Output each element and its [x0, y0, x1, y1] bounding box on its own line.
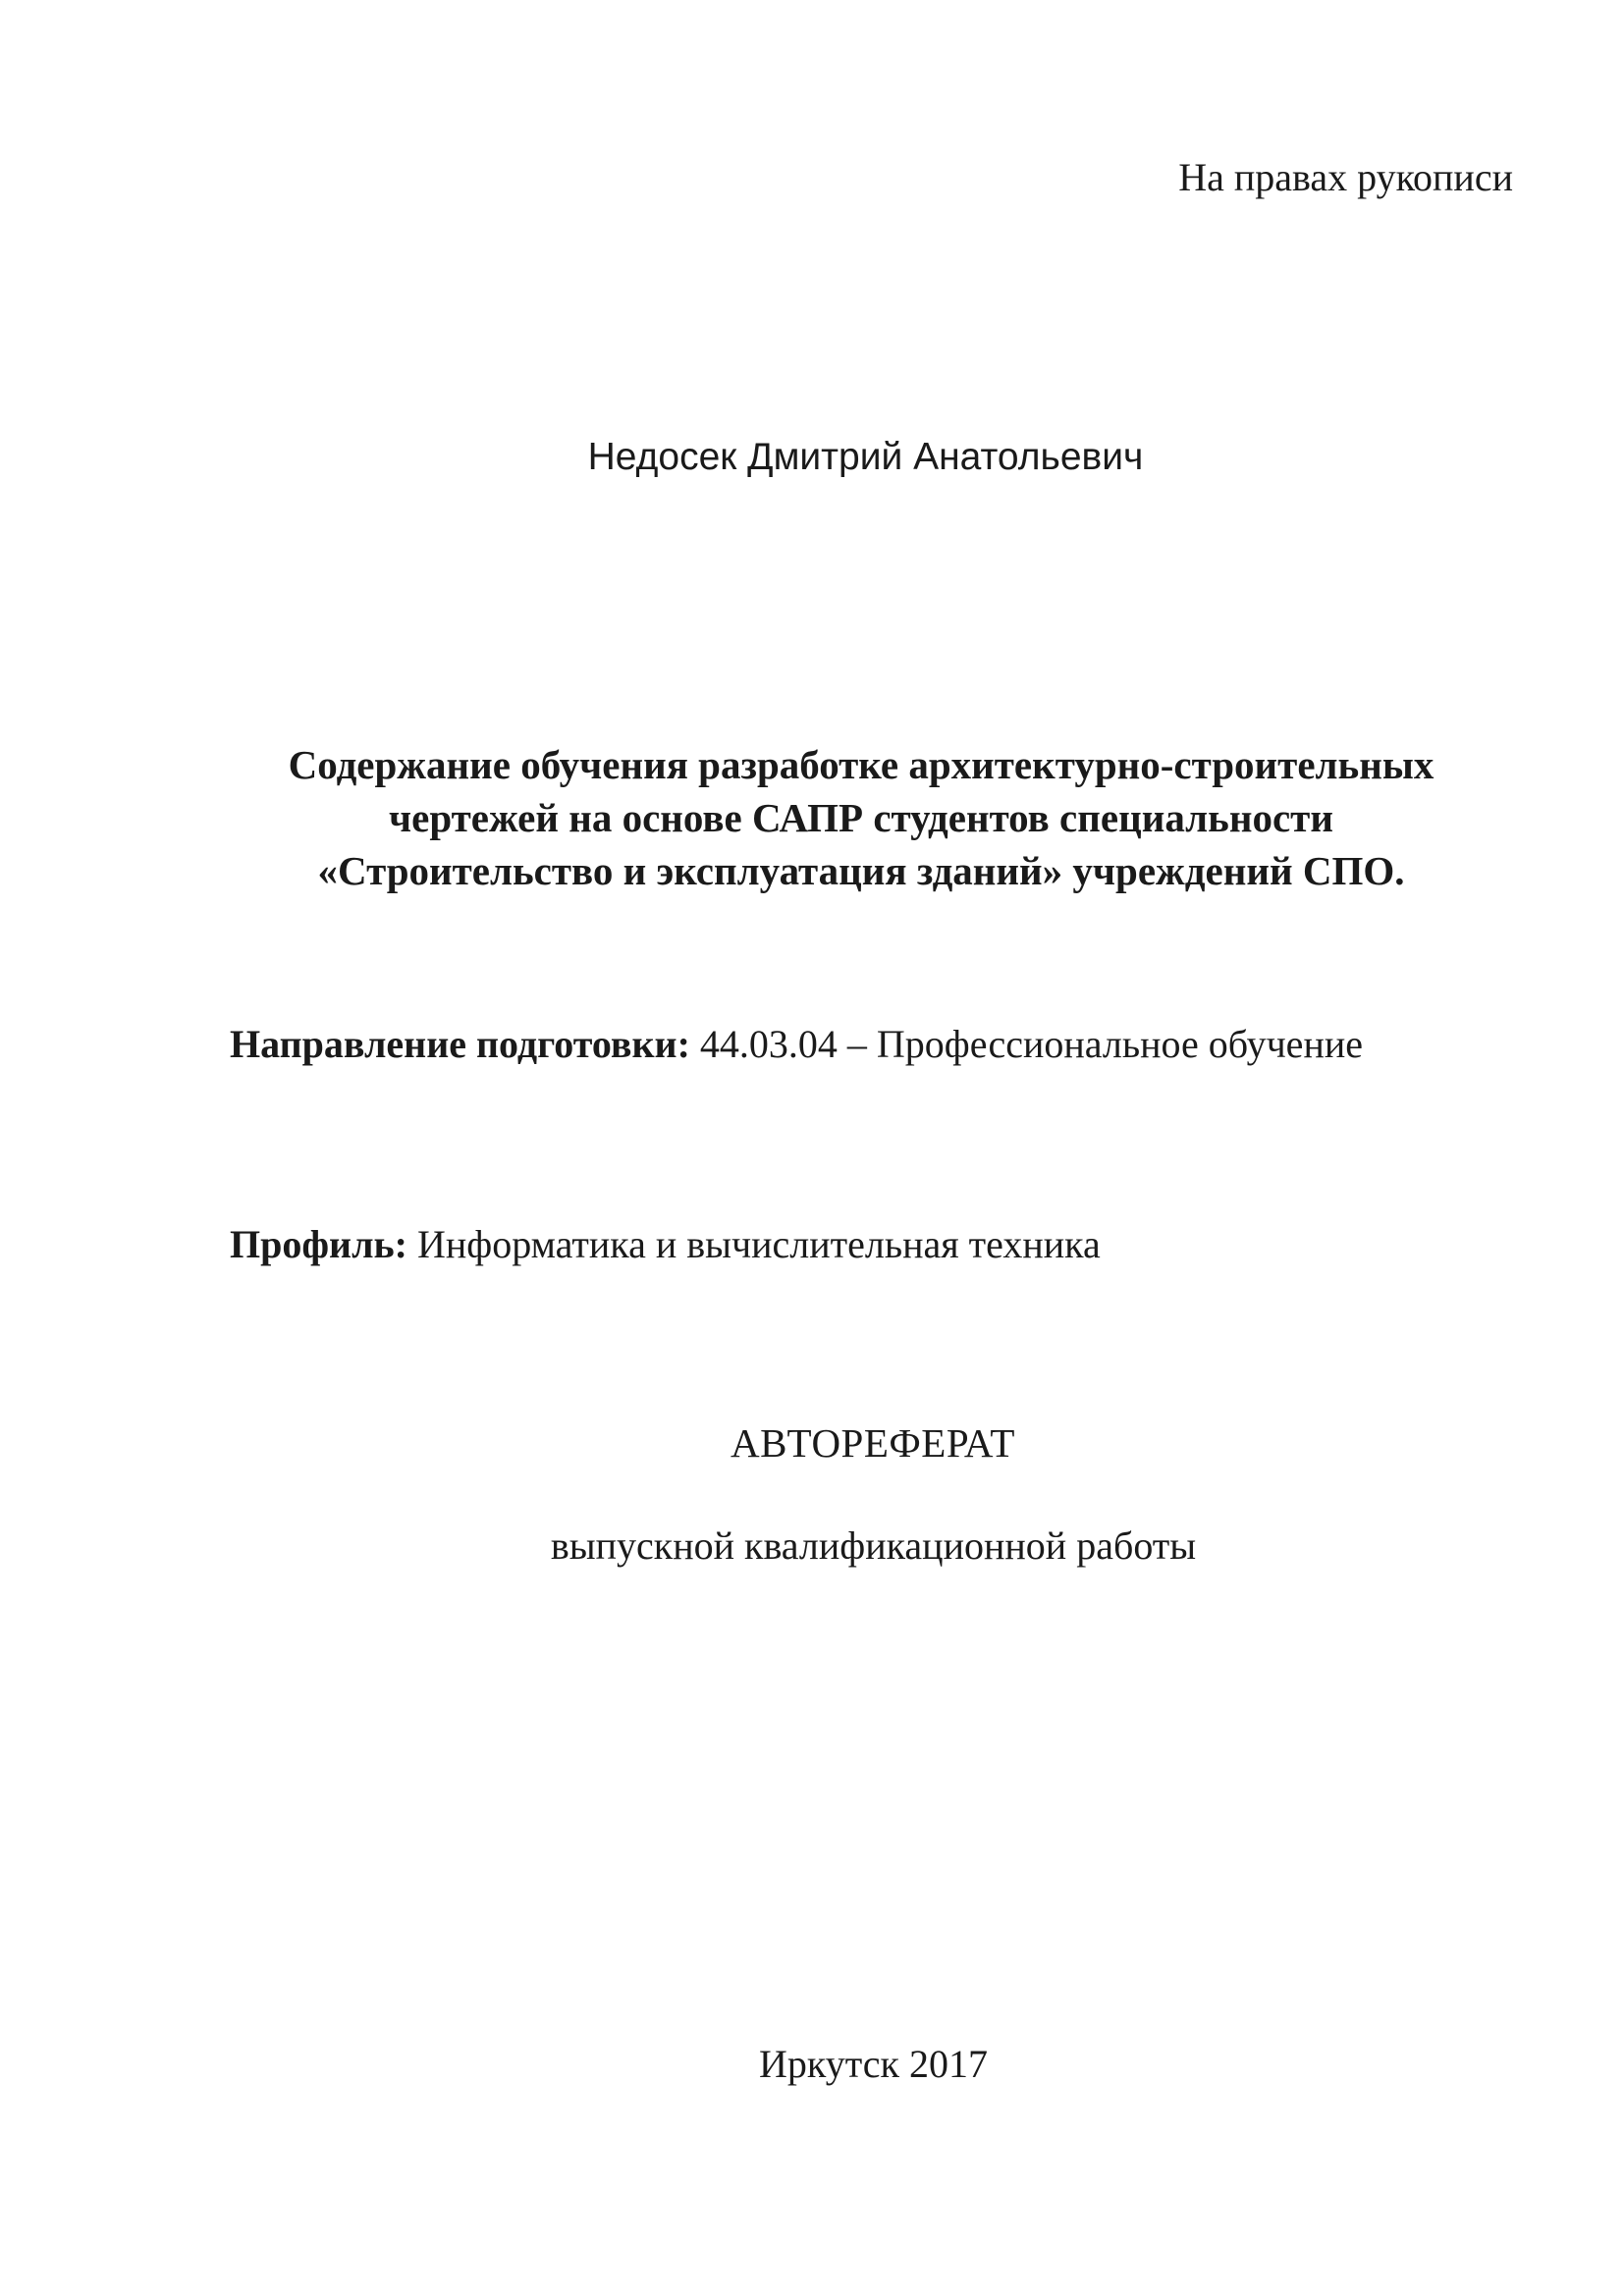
city-year: Иркутск 2017: [759, 2042, 988, 2086]
document-type: АВТОРЕФЕРАТ: [731, 1420, 1015, 1466]
manuscript-note: На правах рукописи: [1178, 155, 1513, 199]
thesis-title-line-2: чертежей на основе САПР студентов специальности: [389, 795, 1333, 840]
thesis-title: [0, 738, 1624, 897]
training-profile-value: Информатика и вычислительная техника: [417, 1222, 1101, 1266]
training-profile-label: Профиль:: [230, 1222, 407, 1266]
training-direction-label: Направление подготовки:: [230, 1022, 690, 1066]
thesis-title-line-1: Содержание обучения разработке архитектурно-строительных: [288, 742, 1435, 787]
training-direction: [230, 1021, 1363, 1068]
training-direction-value: 44.03.04 – Профессиональное обучение: [699, 1022, 1364, 1066]
author-name: Недосек Дмитрий Анатольевич: [587, 436, 1144, 478]
document-subtitle: выпускной квалификационной работы: [550, 1523, 1197, 1568]
training-profile: [230, 1221, 1101, 1268]
thesis-title-line-3: «Строительство и эксплуатация зданий» учреждений СПО.: [317, 848, 1405, 893]
